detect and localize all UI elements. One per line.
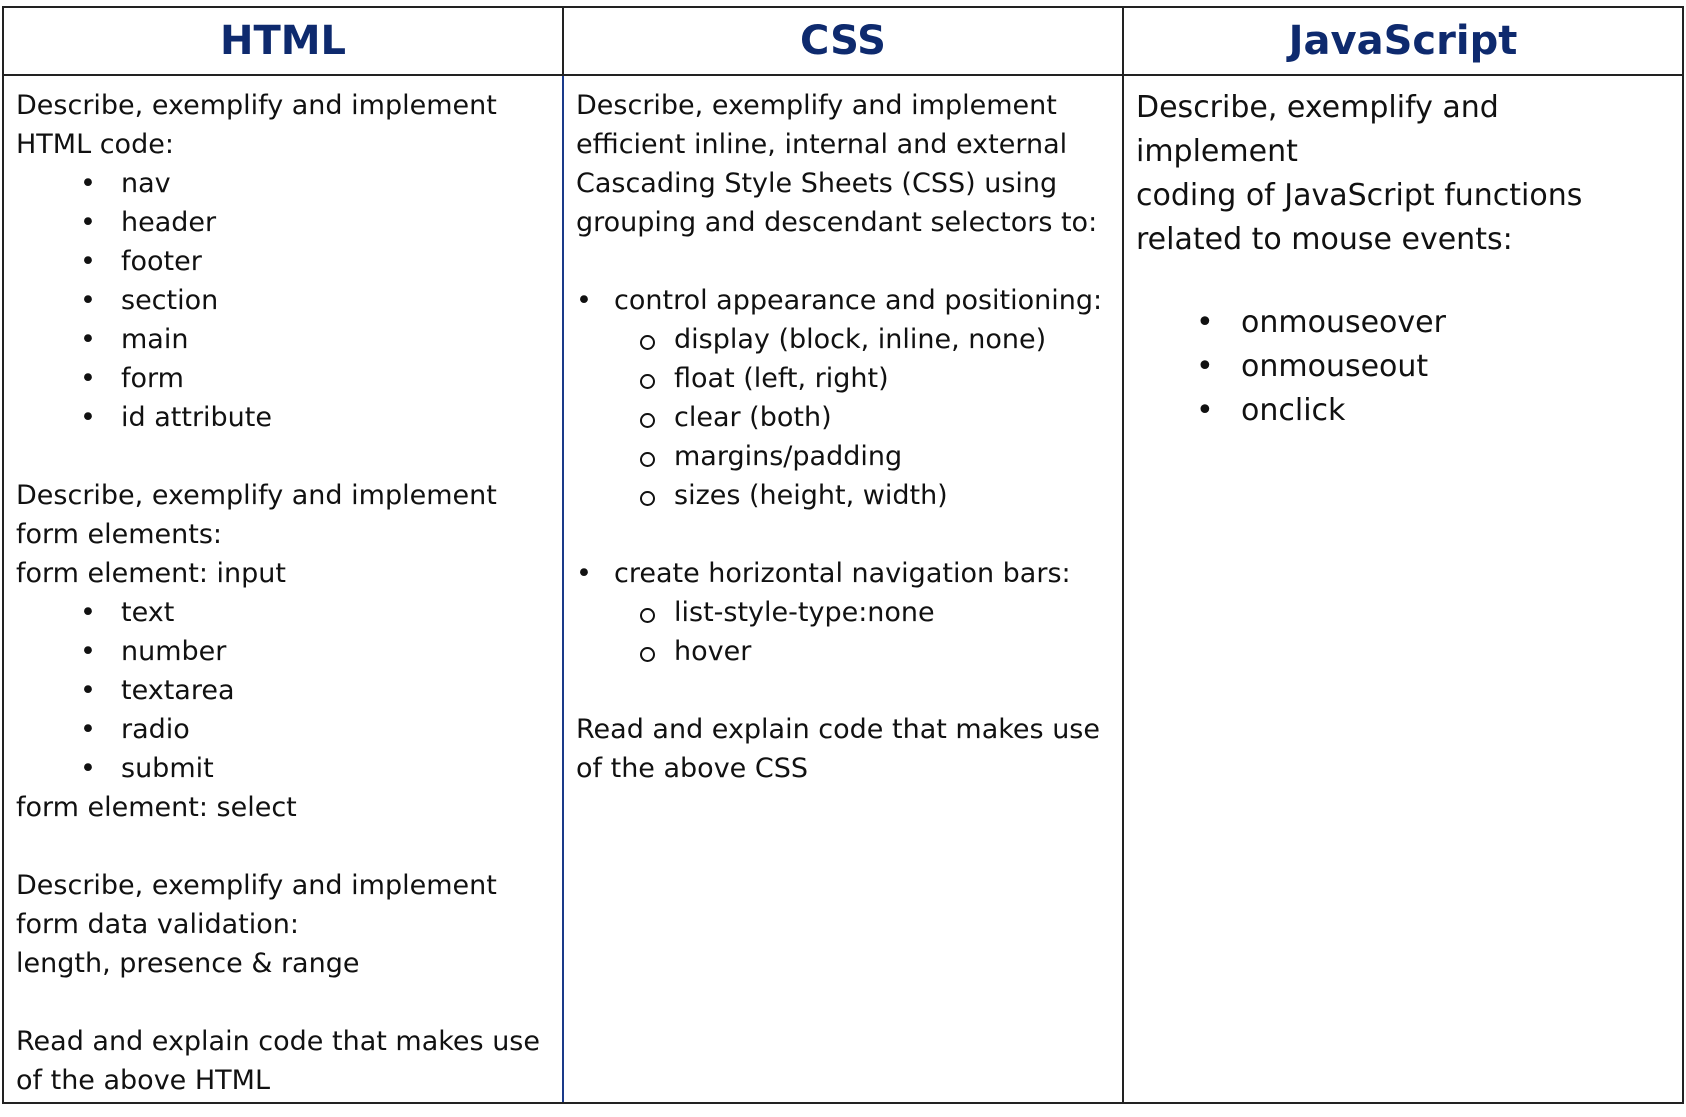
table-header-row xyxy=(4,8,1682,76)
js-intro-line-3: related to mouse events: xyxy=(1136,222,1513,257)
list-item: clear (both) xyxy=(576,398,1110,437)
spacer xyxy=(16,983,550,1022)
list-item: • radio xyxy=(16,710,550,749)
nav-items-list xyxy=(576,593,1110,671)
spacer xyxy=(16,437,550,476)
css-read-line-1: Read and explain code that makes use xyxy=(576,714,1100,745)
list-item: • submit xyxy=(16,749,550,788)
list-item xyxy=(576,554,1110,593)
list-item: • textarea xyxy=(16,671,550,710)
list-item: • section xyxy=(16,281,550,320)
validation-line-2: form data validation: xyxy=(16,909,299,940)
spacer xyxy=(1136,262,1670,301)
js-intro-line-1: Describe, exemplify and implement xyxy=(1136,90,1499,169)
html-intro-line-2: HTML code: xyxy=(16,129,174,160)
html-read-line-1: Read and explain code that makes use xyxy=(16,1026,540,1057)
mouse-events-list xyxy=(1136,301,1670,433)
select-label: form element: select xyxy=(16,792,297,823)
css-column xyxy=(564,76,1124,1102)
list-item: • onclick xyxy=(1136,389,1670,433)
list-item: • id attribute xyxy=(16,398,550,437)
appearance-items-list xyxy=(576,320,1110,515)
css-intro-line-1: Describe, exemplify and implement xyxy=(576,90,1057,121)
list-item: margins/padding xyxy=(576,437,1110,476)
spacer xyxy=(576,515,1110,554)
list-item: list-style-type:none xyxy=(576,593,1110,632)
list-item: • text xyxy=(16,593,550,632)
list-item: • number xyxy=(16,632,550,671)
list-item: • form xyxy=(16,359,550,398)
spacer xyxy=(16,827,550,866)
input-label: form element: input xyxy=(16,558,286,589)
list-item: • onmouseover xyxy=(1136,301,1670,345)
list-item: • footer xyxy=(16,242,550,281)
list-item: • onmouseout xyxy=(1136,345,1670,389)
list-item: • header xyxy=(16,203,550,242)
header-html: HTML xyxy=(4,8,564,74)
header-javascript: JavaScript xyxy=(1288,18,1518,64)
nav-label: create horizontal navigation bars: xyxy=(614,558,1071,589)
form-intro-line-1: Describe, exemplify and implement xyxy=(16,480,497,511)
list-item xyxy=(576,281,1110,320)
html-column xyxy=(4,76,564,1102)
validation-line-3: length, presence & range xyxy=(16,948,360,979)
javascript-column xyxy=(1124,76,1682,1102)
list-item: • main xyxy=(16,320,550,359)
validation-line-1: Describe, exemplify and implement xyxy=(16,870,497,901)
list-item: hover xyxy=(576,632,1110,671)
spacer xyxy=(576,242,1110,281)
input-types-list xyxy=(16,593,550,788)
appearance-label: control appearance and positioning: xyxy=(614,285,1103,316)
spacer xyxy=(576,671,1110,710)
header-css: CSS xyxy=(564,8,1124,74)
css-topics-list xyxy=(576,281,1110,320)
list-item: display (block, inline, none) xyxy=(576,320,1110,359)
content-table xyxy=(2,6,1684,1104)
css-intro-line-4: grouping and descendant selectors to: xyxy=(576,207,1098,238)
table-body-row xyxy=(4,76,1682,1102)
list-item: sizes (height, width) xyxy=(576,476,1110,515)
css-read-line-2: of the above CSS xyxy=(576,753,809,784)
js-intro-line-2: coding of JavaScript functions xyxy=(1136,178,1583,213)
list-item: • nav xyxy=(16,164,550,203)
form-intro-line-2: form elements: xyxy=(16,519,223,550)
css-intro-line-3: Cascading Style Sheets (CSS) using xyxy=(576,168,1058,199)
html-intro-line-1: Describe, exemplify and implement xyxy=(16,90,497,121)
list-item: float (left, right) xyxy=(576,359,1110,398)
html-code-list xyxy=(16,164,550,437)
html-read-line-2: of the above HTML xyxy=(16,1065,271,1096)
css-intro-line-2: efficient inline, internal and external xyxy=(576,129,1068,160)
css-nav-list xyxy=(576,554,1110,593)
